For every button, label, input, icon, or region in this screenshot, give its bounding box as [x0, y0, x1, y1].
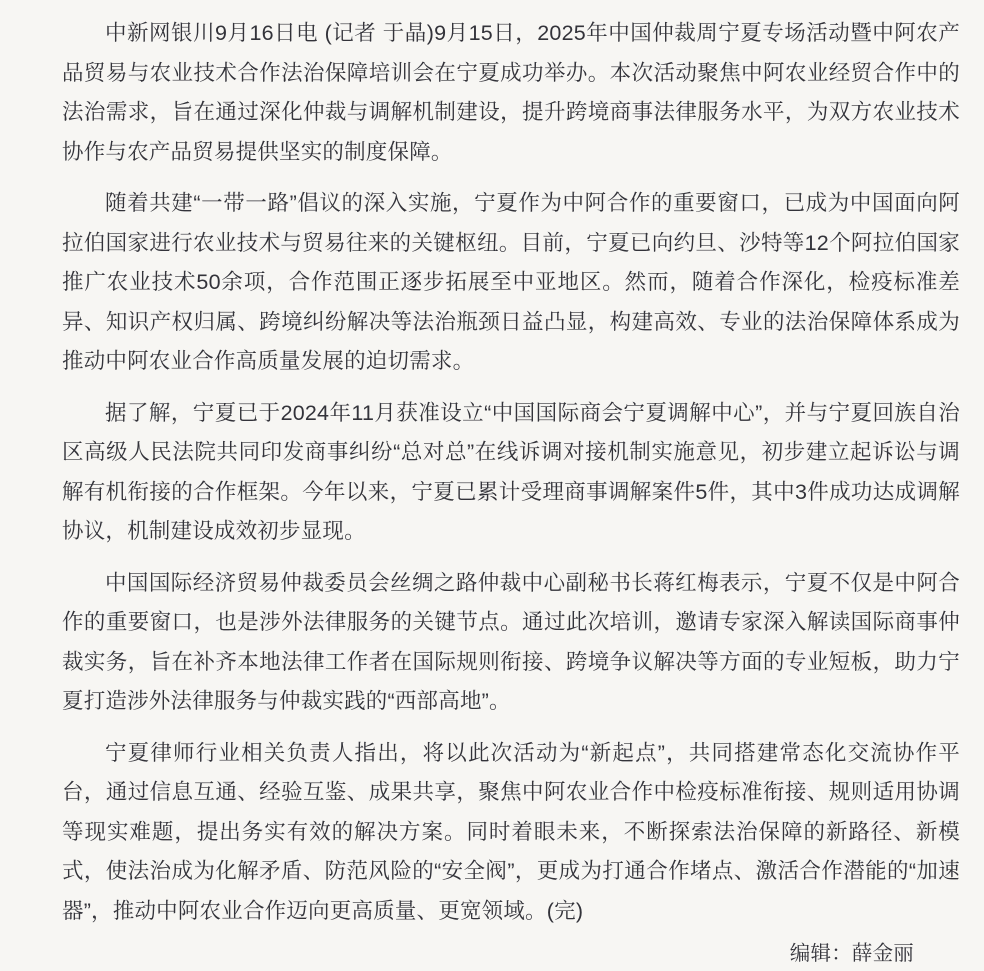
article-paragraph-mediation-center: 据了解，宁夏已于2024年11月获准设立“中国国际商会宁夏调解中心”，并与宁夏回族自治区高级人民法院共同印发商事纠纷“总对总”在线诉调对接机制实施意见，初步建立起诉讼与调解有机衔接的合作框架。今年以来，宁夏已累计受理商事调解案件5件，其中3件成功达成调解协议，机制建设成效初步显现。: [62, 400, 960, 543]
article-paragraph-cietac-quote: 中国国际经济贸易仲裁委员会丝绸之路仲裁中心副秘书长蒋红梅表示，宁夏不仅是中阿合作的重要窗口，也是涉外法律服务的关键节点。通过此次培训，邀请专家深入解读国际商事仲裁实务，旨在补齐本地法律工作者在国际规则衔接、跨境争议解决等方面的专业短板，助力宁夏打造涉外法律服务与仲裁实践的“西部高地”。: [62, 570, 960, 713]
article-paragraph-lead: 中新网银川9月16日电 (记者 于晶)9月15日，2025年中国仲裁周宁夏专场活动暨中阿农产品贸易与农业技术合作法治保障培训会在宁夏成功举办。本次活动聚焦中阿农业经贸合作中的法治需求，旨在通过深化仲裁与调解机制建设，提升跨境商事法律服务水平，为双方农业技术协作与农产品贸易提供坚实的制度保障。: [62, 21, 960, 164]
article-paragraph-lawyers-association: 宁夏律师行业相关负责人指出，将以此次活动为“新起点”，共同搭建常态化交流协作平台，通过信息互通、经验互鉴、成果共享，聚焦中阿农业合作中检疫标准衔接、规则适用协调等现实难题，提出务实有效的解决方案。同时着眼未来，不断探索法治保障的新路径、新模式，使法治成为化解矛盾、防范风险的“安全阀”，更成为打通合作堵点、激活合作潜能的“加速器”，推动中阿农业合作迈向更高质量、更宽领域。(完): [62, 740, 960, 923]
editor-credit: 编辑：薛金丽: [789, 942, 914, 965]
article-paragraph-belt-and-road: 随着共建“一带一路”倡议的深入实施，宁夏作为中阿合作的重要窗口，已成为中国面向阿拉伯国家进行农业技术与贸易往来的关键枢纽。目前，宁夏已向约旦、沙特等12个阿拉伯国家推广农业技术50余项，合作范围正逐步拓展至中亚地区。然而，随着合作深化，检疫标准差异、知识产权归属、跨境纠纷解决等法治瓶颈日益凸显，构建高效、专业的法治保障体系成为推动中阿农业合作高质量发展的迫切需求。: [62, 191, 960, 373]
article-body: [62, 14, 960, 931]
